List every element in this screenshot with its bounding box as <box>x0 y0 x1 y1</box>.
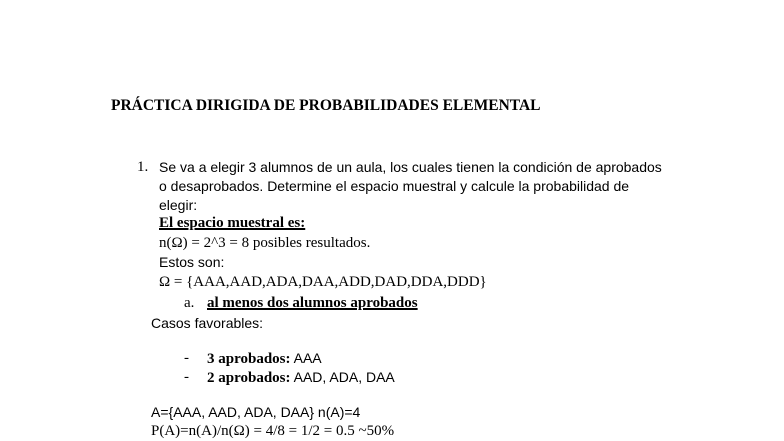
sample-space-heading: El espacio muestral es: <box>159 215 306 231</box>
list-item <box>184 349 189 367</box>
case-value: AAA <box>290 350 322 366</box>
event-set-a: A={AAA, AAD, ADA, DAA} n(A)=4 <box>151 404 361 420</box>
question-text-line-3: elegir: <box>159 197 198 213</box>
case-label: 3 aprobados: <box>207 351 291 367</box>
list-item <box>184 368 189 386</box>
case-label: 2 aprobados: <box>207 370 291 386</box>
list-dash: - <box>184 350 189 366</box>
favorable-cases-label: Casos favorables: <box>151 315 264 331</box>
these-are-label: Estos son: <box>159 254 225 270</box>
sample-space-set: Ω = {AAA,AAD,ADA,DAA,ADD,DAD,DDA,DDD} <box>159 274 487 290</box>
sub-question-letter: a. <box>184 295 195 311</box>
list-item <box>207 349 322 368</box>
question-text-line-1: Se va a elegir 3 alumnos de un aula, los cuales tienen la condición de aprobados <box>159 159 662 175</box>
list-item <box>207 368 395 387</box>
outcome-count: n(Ω) = 2^3 = 8 posibles resultados. <box>159 235 371 251</box>
document-title: PRÁCTICA DIRIGIDA DE PROBABILIDADES ELEMENTAL <box>111 97 541 114</box>
case-value: AAD, ADA, DAA <box>290 369 395 385</box>
question-text-line-2: o desaprobados. Determine el espacio muestral y calcule la probabilidad de <box>159 178 630 194</box>
sub-question-heading: al menos dos alumnos aprobados <box>207 295 418 311</box>
list-dash: - <box>184 369 189 385</box>
probability-a: P(A)=n(A)/n(Ω) = 4/8 = 1/2 = 0.5 ~50% <box>151 423 395 439</box>
question-number: 1. <box>137 159 149 175</box>
